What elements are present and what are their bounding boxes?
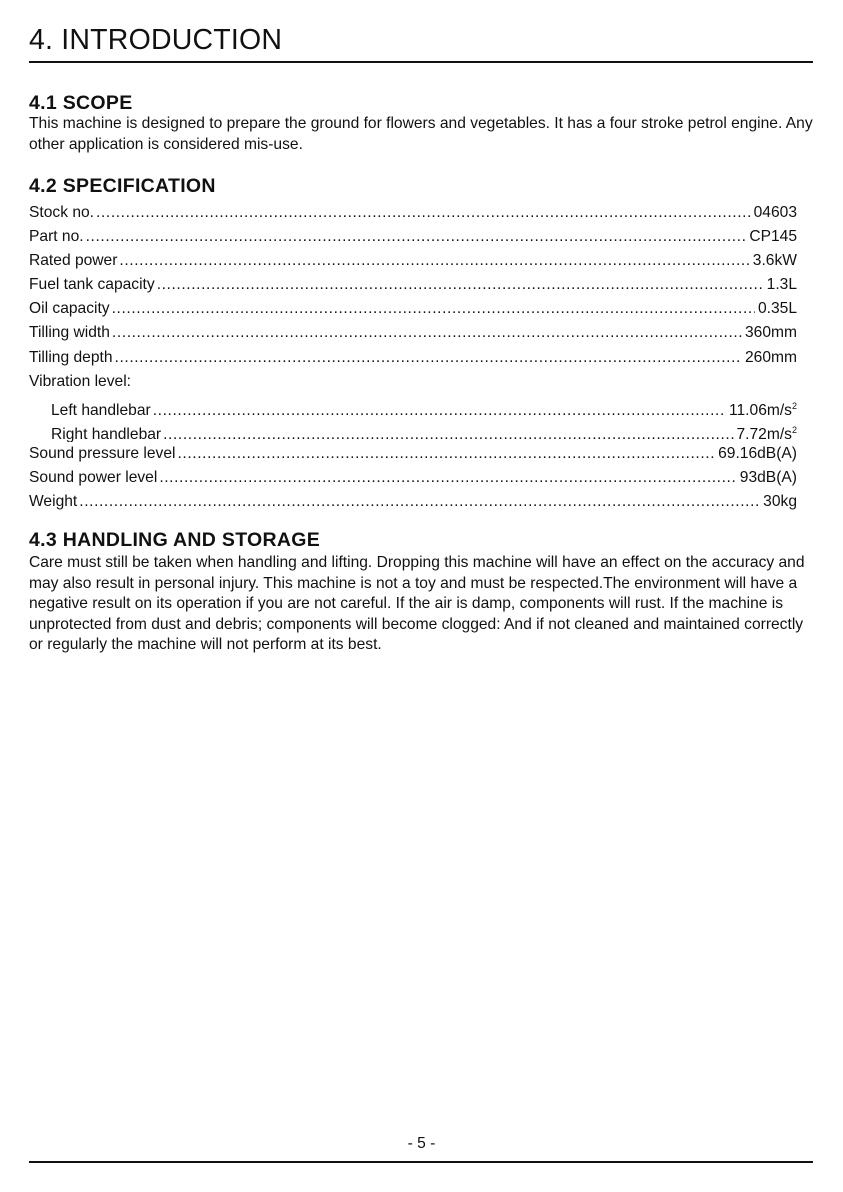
page-number: - 5 - [407,1135,436,1152]
spec-label: Rated power [29,252,118,270]
spec-row-weight [29,490,797,514]
spec-value: CP145 [749,228,797,246]
spec-value: 1.3L [766,276,797,294]
spec-row-tilling-depth [29,346,797,370]
spec-value-superscript: 2 [791,424,797,435]
scope-heading: 4.1 SCOPE [29,92,133,114]
spec-label: Stock no. [29,204,95,221]
dot-leader [178,442,716,466]
spec-label: Oil capacity [29,300,110,318]
dot-leader [153,399,726,418]
spec-value-superscript: 2 [791,400,797,411]
spec-label: Left handlebar [51,401,151,418]
dot-leader [86,225,747,249]
spec-label: Tilling width [29,324,110,342]
scope-text: This machine is designed to prepare the ground for flowers and vegetables. It has a four stroke petrol engine. Any other application is considered mis-use. [29,115,813,153]
header-divider [29,61,813,63]
spec-value: 93dB(A) [739,469,797,487]
spec-row-sound-power-level [29,466,797,490]
spec-value: 0.35L [757,300,797,318]
dot-leader [96,201,751,225]
dot-leader [112,297,755,321]
dot-leader [159,466,736,490]
spec-row-fuel-tank-capacity [29,273,797,297]
chapter-title: 4. INTRODUCTION [29,24,283,56]
dot-leader [157,273,764,297]
spec-row-right-handlebar [29,418,797,442]
handling-text: Care must still be taken when handling and lifting. Dropping this machine will have an effect on the accuracy and may also result in personal injury. This machine is not a toy and must be respected.The environment will have a negative result on its operation if you are not careful. If the air is damp, components will rust. If the machine is unprotected from dust and debris; components will become clogged: And if not cleaned and maintained correctly or regularly the machine will not perform at its best. [29,554,805,653]
spec-label: Fuel tank capacity [29,276,155,294]
spec-value: 3.6kW [752,252,797,270]
spec-label: Sound pressure level [29,444,176,462]
spec-value-number: 11.06m/s [729,401,792,418]
spec-label: Tilling depth [29,348,113,366]
footer-divider [29,1161,813,1163]
spec-row-sound-pressure-level [29,442,797,466]
spec-row-left-handlebar [29,394,797,418]
spec-value: 30kg [763,493,797,511]
spec-row-part-no [29,225,797,249]
spec-value: 69.16dB(A) [718,444,797,462]
dot-leader [79,490,760,514]
spec-label: Sound power level [29,469,158,487]
spec-value [729,394,797,418]
spec-value-number: 7.72m/s [736,425,792,442]
dot-leader [115,346,742,370]
spec-label: Weight [29,493,78,511]
specification-list [29,201,797,514]
dot-leader [112,321,742,345]
spec-row-rated-power [29,249,797,273]
dot-leader [163,423,733,442]
dot-leader [119,249,749,273]
spec-label: Right handlebar [51,425,162,442]
specification-heading: 4.2 SPECIFICATION [29,175,216,197]
spec-value [737,418,798,442]
spec-row-vibration-level [29,370,797,394]
spec-value: 04603 [753,204,797,221]
spec-row-oil-capacity [29,297,797,321]
handling-heading: 4.3 HANDLING AND STORAGE [29,529,321,551]
spec-row-tilling-width [29,321,797,345]
spec-row-stock-no [29,201,797,225]
spec-value: 360mm [745,324,797,342]
spec-label: Part no. [29,228,84,246]
spec-label: Vibration level: [29,372,131,390]
spec-value: 260mm [745,348,797,366]
